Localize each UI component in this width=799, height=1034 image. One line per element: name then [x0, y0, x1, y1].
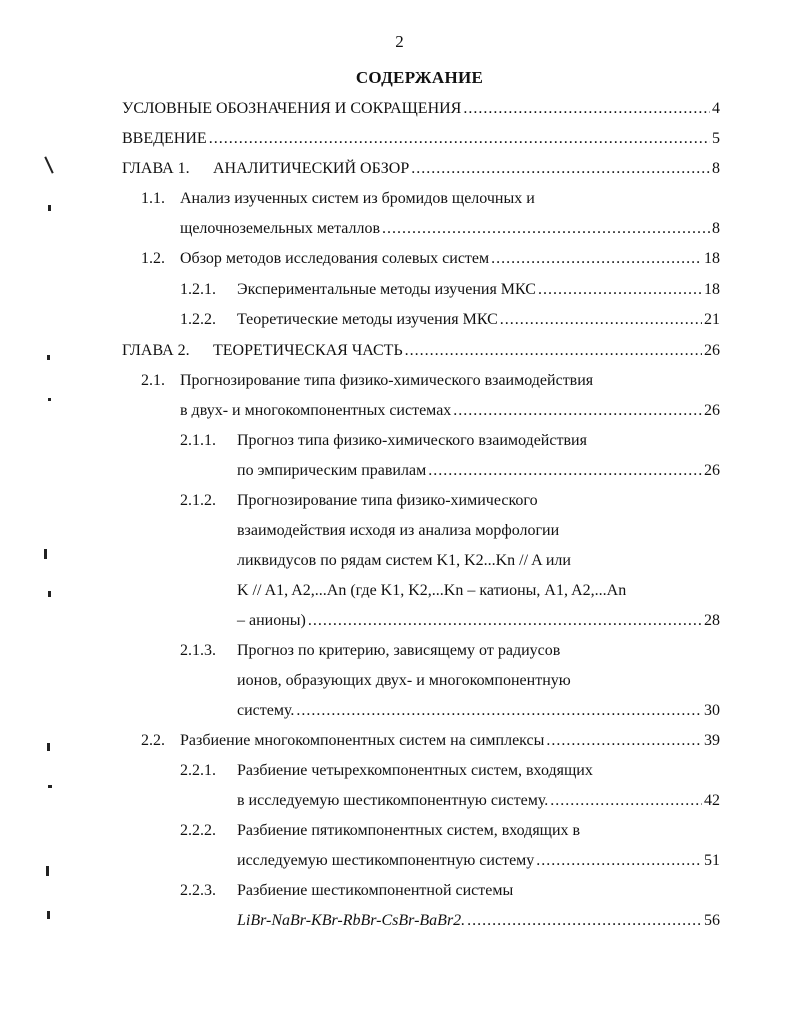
toc-section-number: 1.2.: [141, 250, 165, 267]
leader-dots: [405, 339, 702, 363]
toc-entry-text: в исследуемую шестикомпонентную систему.: [237, 792, 549, 809]
toc-entry-2-2-1[interactable]: [237, 789, 720, 813]
toc-entry-text[interactable]: Анализ изученных систем из бромидов щелочных и: [180, 190, 535, 207]
scan-artifact: [44, 156, 53, 173]
toc-entry-text: ТЕОРЕТИЧЕСКАЯ ЧАСТЬ: [213, 342, 403, 359]
toc-entry-2-1-2[interactable]: [237, 609, 720, 633]
toc-page-number: 26: [704, 402, 720, 419]
leader-dots: [463, 97, 710, 121]
leader-dots: [411, 157, 710, 181]
toc-entry-text: – анионы): [237, 612, 306, 629]
toc-subsection-number: 1.2.1.: [180, 281, 216, 298]
toc-entry-text: Экспериментальные методы изучения МКС: [237, 281, 536, 298]
toc-entry-text: ВВЕДЕНИЕ: [122, 130, 207, 147]
toc-entry-text[interactable]: Разбиение пятикомпонентных систем, входящих в: [237, 822, 581, 839]
toc-entry-text[interactable]: Прогнозирование типа физико-химического взаимодействия: [180, 372, 594, 389]
leader-dots: [428, 459, 702, 483]
toc-section-number: 2.1.: [141, 372, 165, 389]
toc-entry-2-2-2[interactable]: [237, 849, 720, 873]
toc-page-number: 21: [704, 311, 720, 328]
scan-artifact: [48, 785, 52, 788]
toc-page-number: 26: [704, 342, 720, 359]
toc-page-number: 4: [712, 100, 720, 117]
toc-title: СОДЕРЖАНИЕ: [355, 68, 484, 87]
toc-entry-1-2[interactable]: [180, 247, 720, 271]
toc-entry-text: в двух- и многокомпонентных системах: [180, 402, 452, 419]
leader-dots: [467, 909, 702, 933]
leader-dots: [453, 399, 702, 423]
toc-entry-1-1[interactable]: [180, 217, 720, 241]
toc-entry-text[interactable]: взаимодействия исходя из анализа морфологии: [237, 522, 560, 539]
toc-chapter-number: ГЛАВА 1.: [122, 160, 190, 177]
toc-entry-2-2[interactable]: [180, 729, 720, 753]
leader-dots: [491, 247, 702, 271]
leader-dots: [538, 278, 702, 302]
toc-entry-text[interactable]: Прогнозирование типа физико-химического: [237, 492, 538, 509]
toc-section-number: 2.2.: [141, 732, 165, 749]
scan-artifact: [48, 398, 51, 401]
toc-section-number: 1.1.: [141, 190, 165, 207]
toc-page-number: 39: [704, 732, 720, 749]
toc-entry-text: Теоретические методы изучения МКС: [237, 311, 498, 328]
scan-artifact: [47, 355, 50, 360]
toc-subsection-number: 2.1.1.: [180, 432, 216, 449]
toc-subsection-number: 1.2.2.: [180, 311, 216, 328]
toc-entry-text[interactable]: ионов, образующих двух- и многокомпонентную: [237, 672, 571, 689]
toc-entry-2-1-3[interactable]: [237, 699, 720, 723]
toc-entry-text[interactable]: Прогноз типа физико-химического взаимодействия: [237, 432, 587, 449]
toc-entry-text: УСЛОВНЫЕ ОБОЗНАЧЕНИЯ И СОКРАЩЕНИЯ: [122, 100, 462, 117]
toc-page-number: 28: [704, 612, 720, 629]
toc-entry-text: LiBr-NaBr-KBr-RbBr-CsBr-BaBr2.: [237, 912, 466, 929]
toc-entry-1-2-2[interactable]: [237, 308, 720, 332]
leader-dots: [536, 849, 702, 873]
toc-entry-text: АНАЛИТИЧЕСКИЙ ОБЗОР: [213, 160, 410, 177]
toc-entry-text[interactable]: K // A1, A2,...An (где K1, K2,...Kn – катионы, A1, A2,...An: [237, 582, 627, 599]
toc-entry-abbreviations[interactable]: [122, 97, 720, 121]
scan-artifact: [47, 911, 50, 919]
leader-dots: [296, 699, 702, 723]
toc-entry-text: Разбиение многокомпонентных систем на симплексы: [180, 732, 545, 749]
toc-page-number: 42: [704, 792, 720, 809]
toc-page-number: 18: [704, 250, 720, 267]
scan-artifact: [48, 591, 51, 597]
toc-entry-text: Обзор методов исследования солевых систем: [180, 250, 490, 267]
toc-page-number: 51: [704, 852, 720, 869]
leader-dots: [209, 127, 710, 151]
page-number: 2: [395, 32, 404, 51]
toc-entry-chapter-1[interactable]: [213, 157, 720, 181]
toc-chapter-number: ГЛАВА 2.: [122, 342, 190, 359]
toc-entry-text[interactable]: Разбиение шестикомпонентной системы: [237, 882, 514, 899]
scan-artifact: [47, 743, 50, 751]
leader-dots: [550, 789, 702, 813]
toc-page-number: 56: [704, 912, 720, 929]
scan-artifact: [44, 549, 47, 559]
leader-dots: [308, 609, 702, 633]
toc-page-number: 30: [704, 702, 720, 719]
toc-subsection-number: 2.2.1.: [180, 762, 216, 779]
toc-entry-text: по эмпирическим правилам: [237, 462, 427, 479]
toc-page-number: 5: [712, 130, 720, 147]
toc-entry-text[interactable]: ликвидусов по рядам систем K1, K2...Kn // A или: [237, 552, 571, 569]
toc-page-number: 8: [712, 220, 720, 237]
toc-entry-1-2-1[interactable]: [237, 278, 720, 302]
toc-entry-text[interactable]: Разбиение четырехкомпонентных систем, входящих: [237, 762, 593, 779]
toc-page-number: 18: [704, 281, 720, 298]
toc-entry-text: систему.: [237, 702, 295, 719]
toc-entry-2-1-1[interactable]: [237, 459, 720, 483]
toc-entry-text: щелочноземельных металлов: [180, 220, 381, 237]
leader-dots: [546, 729, 702, 753]
leader-dots: [382, 217, 710, 241]
toc-subsection-number: 2.2.3.: [180, 882, 216, 899]
leader-dots: [500, 308, 702, 332]
scan-artifact: [46, 866, 49, 876]
toc-page-number: 8: [712, 160, 720, 177]
toc-entry-introduction[interactable]: [122, 127, 720, 151]
toc-entry-2-1[interactable]: [180, 399, 720, 423]
toc-page-number: 26: [704, 462, 720, 479]
scan-artifact: [48, 205, 51, 211]
toc-entry-2-2-3[interactable]: [237, 909, 720, 933]
toc-entry-text[interactable]: Прогноз по критерию, зависящему от радиусов: [237, 642, 561, 659]
toc-subsection-number: 2.2.2.: [180, 822, 216, 839]
toc-subsection-number: 2.1.3.: [180, 642, 216, 659]
toc-entry-chapter-2[interactable]: [213, 339, 720, 363]
toc-entry-text: исследуемую шестикомпонентную систему: [237, 852, 535, 869]
toc-subsection-number: 2.1.2.: [180, 492, 216, 509]
